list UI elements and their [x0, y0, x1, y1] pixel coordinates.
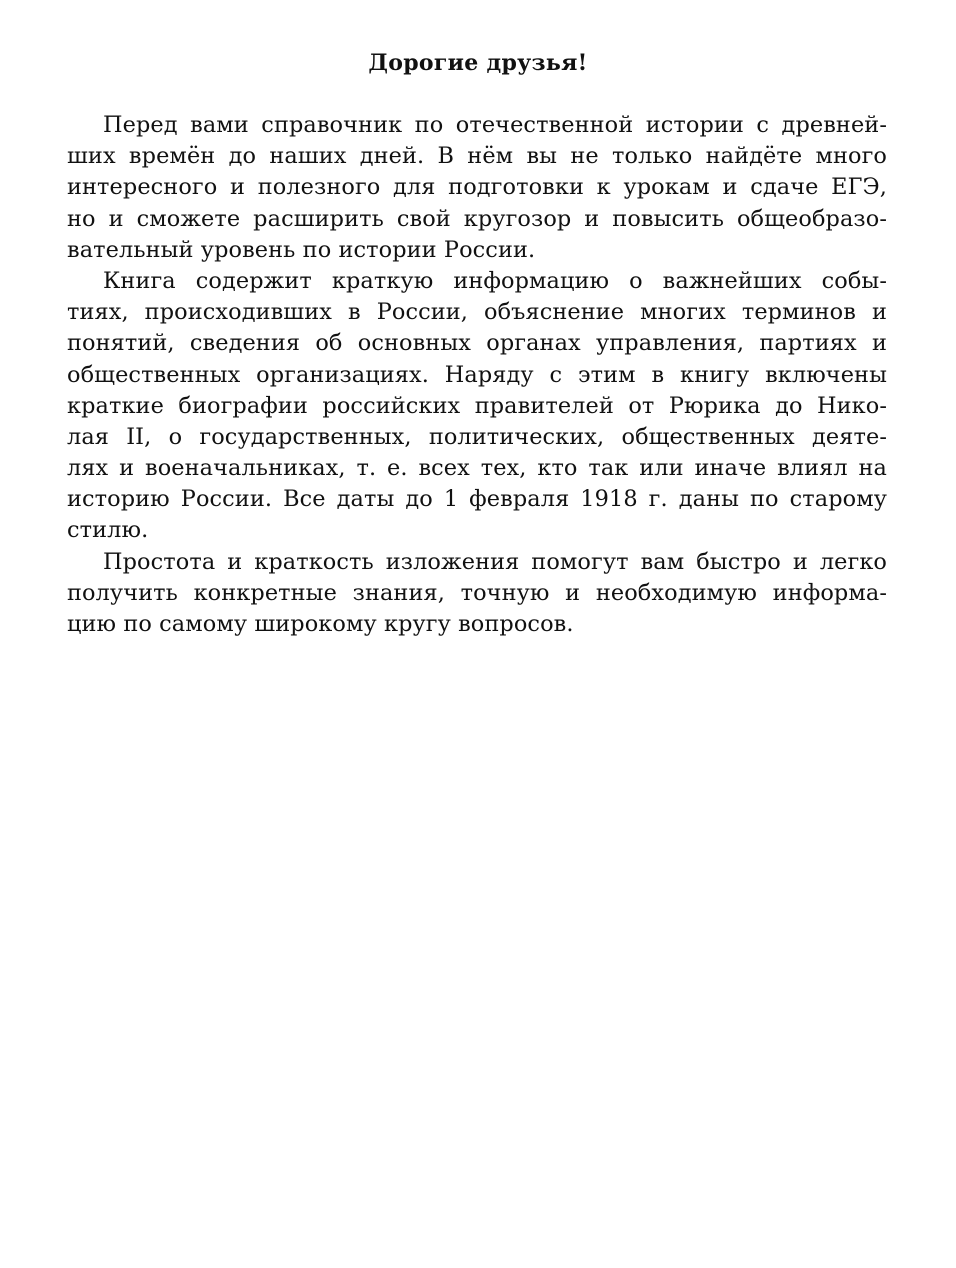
text-line: лая II, о государственных, политических, общественных деяте- — [67, 423, 887, 450]
paragraph-1 — [67, 110, 887, 266]
text-line: ших времён до наших дней. В нём вы не только найдёте много — [67, 143, 887, 170]
text-line: понятий, сведения об основных органах управления, партиях и — [67, 330, 887, 357]
text-line: историю России. Все даты до 1 февраля 1918 г. даны по старому — [67, 486, 887, 513]
text-line: но и сможете расширить свой кругозор и повысить общеобразо- — [67, 205, 887, 232]
text-line: Перед вами справочник по отечественной истории с древней- — [103, 112, 887, 138]
text-line: лях и военачальниках, т. е. всех тех, кто так или иначе влиял на — [67, 455, 887, 482]
text-line: тиях, происходивших в России, объяснение многих терминов и — [67, 299, 887, 326]
text-line: интересного и полезного для подготовки к урокам и сдаче ЕГЭ, — [67, 174, 887, 201]
body-text — [67, 110, 887, 640]
text-line: вательный уровень по истории России. — [67, 236, 536, 263]
page-title: Дорогие друзья! — [368, 50, 588, 76]
text-line: цию по самому широкому кругу вопросов. — [67, 611, 574, 637]
text-line: стилю. — [67, 517, 149, 544]
text-line: Книга содержит краткую информацию о важнейших собы- — [103, 267, 887, 294]
paragraph-3 — [67, 547, 887, 641]
text-line: Простота и краткость изложения помогут вам быстро и легко — [103, 548, 887, 575]
text-line: краткие биографии российских правителей от Рюрика до Нико- — [67, 392, 887, 419]
text-line: общественных организациях. Наряду с этим в книгу включены — [67, 361, 887, 388]
paragraph-2 — [67, 266, 887, 547]
text-line: получить конкретные знания, точную и необходимую информа- — [67, 579, 887, 606]
